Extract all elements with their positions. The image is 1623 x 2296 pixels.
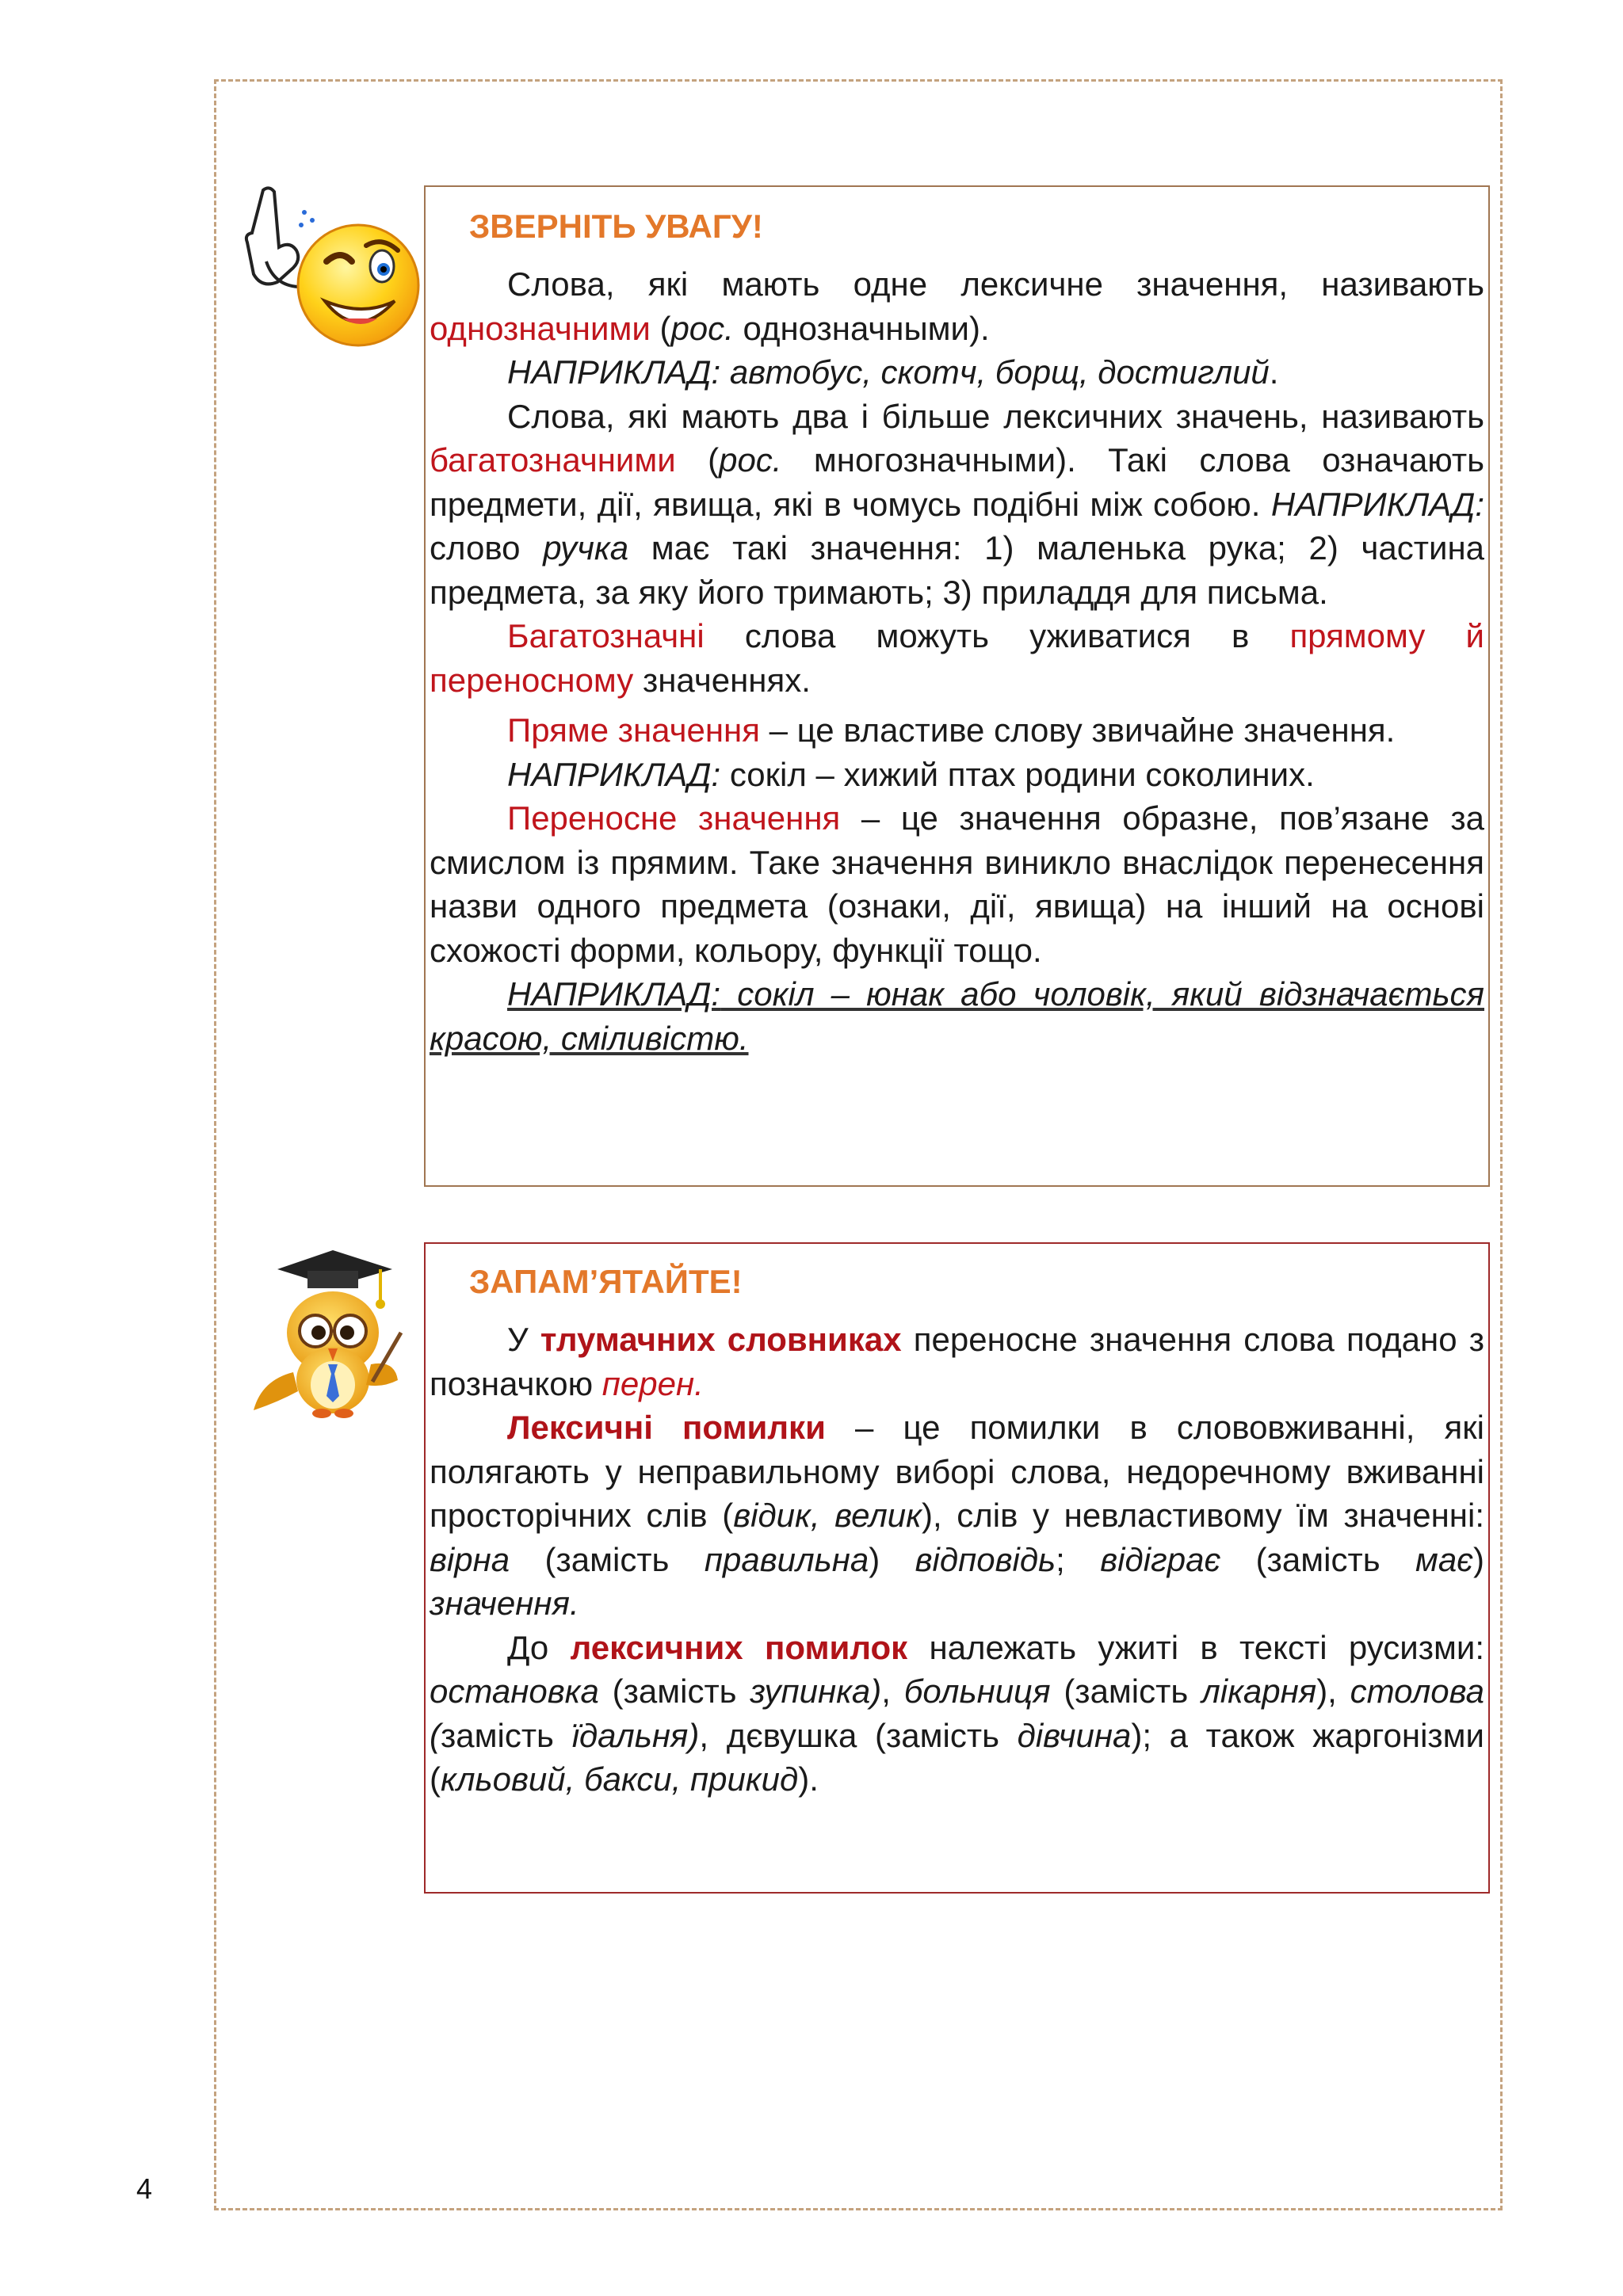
remember-box-title: ЗАПАМ’ЯТАЙТЕ! <box>469 1263 743 1300</box>
paragraph-lexical-errors: Лексичні помилки – це помилки в слововживанні, які полягають у неправильному виборі слова, недоречному вживанні просторічних слів (відик, велик), слів у невластивому їм значенні: вірна (замість правильна) відповідь; відіграє (замість має) значення. <box>430 1409 1484 1622</box>
term-single-meaning: однозначними <box>430 309 651 347</box>
paragraph-example-2: НАПРИКЛАД: сокіл – хижий птах родини соколиних. <box>507 755 1315 793</box>
winking-smiley-icon <box>231 182 422 357</box>
term-lexical-errors: Лексичні помилки <box>507 1409 826 1446</box>
paragraph-example-3: НАПРИКЛАД: сокіл – юнак або чоловік, який відзначається красою, сміливістю. <box>430 975 1484 1057</box>
term-direct-meaning: Пряме значення <box>507 711 760 749</box>
paragraph-usage: Багатозначні слова можуть уживатися в прямому й переносному значеннях. <box>430 617 1484 699</box>
term-multi-meaning: багатозначними <box>430 441 676 479</box>
paragraph-direct-meaning: Пряме значення – це властиве слову звичайне значення. <box>507 711 1396 749</box>
paragraph-multi-meaning: Слова, які мають два і більше лексичних значень, називають багатозначними (рос. многозначными). Такі слова означають предмети, дії, явища, які в чомусь подібні між собою. НАПРИКЛАД: слово ручка має такі значення: 1) маленька рука; 2) частина предмета, за яку його тримають; 3) приладдя для письма. <box>430 397 1485 611</box>
term-dictionaries: тлумачних словниках <box>540 1321 902 1358</box>
paragraph-example-1: НАПРИКЛАД: автобус, скотч, борщ, достиглий. <box>507 353 1279 391</box>
paragraph-russisms: До лексичних помилок належать ужиті в тексті русизми: остановка (замість зупинка), больниця (замість лікарня), столова (замість їдальня), дєвушка (замість дівчина); а також жаргонізми (кльовий, бакси, прикид). <box>430 1628 1485 1798</box>
graduate-owl-icon <box>246 1238 404 1420</box>
paragraph-single-meaning: Слова, які мають одне лексичне значення, називають однозначними (рос. однозначными). <box>430 265 1484 347</box>
term-figurative-meaning: Переносне значення <box>507 799 841 837</box>
remember-box <box>424 1242 1490 1894</box>
note-box-text <box>430 262 1484 1060</box>
note-box <box>424 185 1490 1187</box>
paragraph-dictionaries: У тлумачних словниках переносне значення слова подано з позначкою перен. <box>430 1321 1484 1402</box>
note-box-title: ЗВЕРНІТЬ УВАГУ! <box>469 208 763 245</box>
remember-box-text <box>430 1318 1484 1802</box>
paragraph-figurative-meaning: Переносне значення – це значення образне, пов’язане за смислом із прямим. Таке значення виникло внаслідок перенесення назви одного предмета (ознаки, дії, явища) на інший на основі схожості форми, кольору, функції тощо. <box>430 799 1485 969</box>
term-lexical-errors-2: лексичних помилок <box>570 1628 908 1666</box>
page-number: 4 <box>136 2172 153 2205</box>
